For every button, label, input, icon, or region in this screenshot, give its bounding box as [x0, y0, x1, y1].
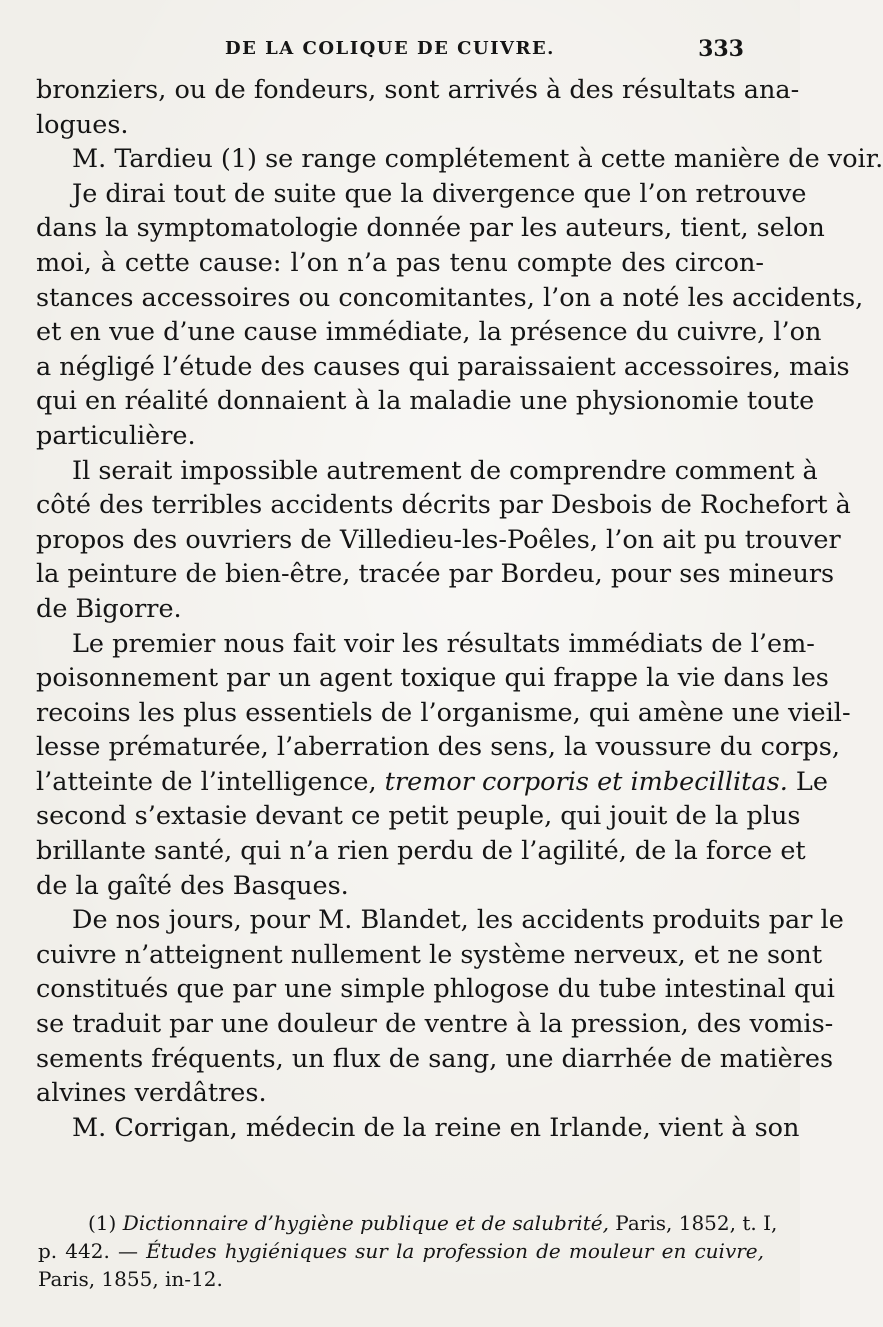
- text-line: se traduit par une douleur de ventre à la pression, des vomis-: [36, 1009, 834, 1040]
- text-line-mixed: [36, 765, 828, 800]
- text-line: second s’extasie devant ce petit peuple, qui jouit de la plus: [36, 801, 801, 832]
- text-line: de la gaîté des Basques.: [36, 870, 349, 901]
- text-line: logues.: [36, 109, 129, 140]
- text-line: a négligé l’étude des causes qui paraissaient accessoires, mais: [36, 351, 850, 382]
- text-segment: Le: [795, 766, 828, 797]
- text-line: la peinture de bien-être, tracée par Bordeu, pour ses mineurs: [36, 559, 835, 590]
- text-line: De nos jours, pour M. Blandet, les accidents produits par le: [72, 905, 844, 936]
- text-line: lesse prématurée, l’aberration des sens, la voussure du corps,: [36, 732, 840, 763]
- text-line: sements fréquents, un flux de sang, une diarrhée de matières: [36, 1043, 834, 1074]
- footnote-title: Dictionnaire d’hygiène publique et de salubrité,: [122, 1211, 609, 1235]
- footnote-line: [38, 1237, 764, 1265]
- text-line: dans la symptomatologie donnée par les auteurs, tient, selon: [36, 213, 825, 244]
- text-line: M. Tardieu (1) se range complétement à cette manière de voir.: [72, 144, 883, 175]
- text-line: particulière.: [36, 420, 196, 451]
- text-line: Il serait impossible autrement de comprendre comment à: [72, 455, 818, 486]
- running-head: [40, 34, 744, 64]
- text-segment: l’atteinte de l’intelligence,: [36, 766, 377, 797]
- text-line: constitués que par une simple phlogose du tube intestinal qui: [36, 974, 835, 1005]
- text-line: Le premier nous fait voir les résultats immédiats de l’em-: [72, 628, 815, 659]
- footnote-place: Paris, 1852, t. I,: [615, 1211, 778, 1235]
- text-line: recoins les plus essentiels de l’organisme, qui amène une vieil-: [36, 697, 851, 728]
- text-line: brillante santé, qui n’a rien perdu de l’agilité, de la force et: [36, 836, 806, 867]
- text-line: de Bigorre.: [36, 593, 182, 624]
- text-line: alvines verdâtres.: [36, 1078, 267, 1109]
- latin-phrase: tremor corporis et imbecillitas.: [384, 766, 788, 797]
- footnote-dash: —: [118, 1239, 138, 1263]
- running-title: DE LA COLIQUE DE CUIVRE.: [225, 38, 555, 59]
- text-line: cuivre n’atteignent nullement le système nerveux, et ne sont: [36, 939, 823, 970]
- text-line: propos des ouvriers de Villedieu-les-Poêles, l’on ait pu trouver: [36, 524, 841, 555]
- footnote-marker: (1): [88, 1211, 117, 1235]
- footnote-line: Paris, 1855, in-12.: [38, 1267, 223, 1291]
- text-line: qui en réalité donnaient à la maladie une physionomie toute: [36, 386, 815, 417]
- footnotes: [38, 1209, 778, 1293]
- text-line: côté des terribles accidents décrits par Desbois de Rochefort à: [36, 490, 851, 521]
- body-text: [36, 73, 883, 1145]
- text-line: stances accessoires ou concomitantes, l’on a noté les accidents,: [36, 282, 864, 313]
- text-line: et en vue d’une cause immédiate, la présence du cuivre, l’on: [36, 317, 822, 348]
- footnote-line: [38, 1209, 778, 1237]
- footnote-pages: p. 442.: [38, 1239, 110, 1263]
- text-line: poisonnement par un agent toxique qui frappe la vie dans les: [36, 663, 829, 694]
- text-line: bronziers, ou de fondeurs, sont arrivés à des résultats ana-: [36, 75, 800, 105]
- footnote-title-2: Études hygiéniques sur la profession de mouleur en cuivre,: [146, 1239, 765, 1263]
- text-line: Je dirai tout de suite que la divergence que l’on retrouve: [72, 178, 807, 209]
- text-line: M. Corrigan, médecin de la reine en Irlande, vient à son: [72, 1112, 800, 1143]
- text-line: moi, à cette cause: l’on n’a pas tenu compte des circon-: [36, 247, 764, 278]
- page-number: 333: [698, 36, 744, 62]
